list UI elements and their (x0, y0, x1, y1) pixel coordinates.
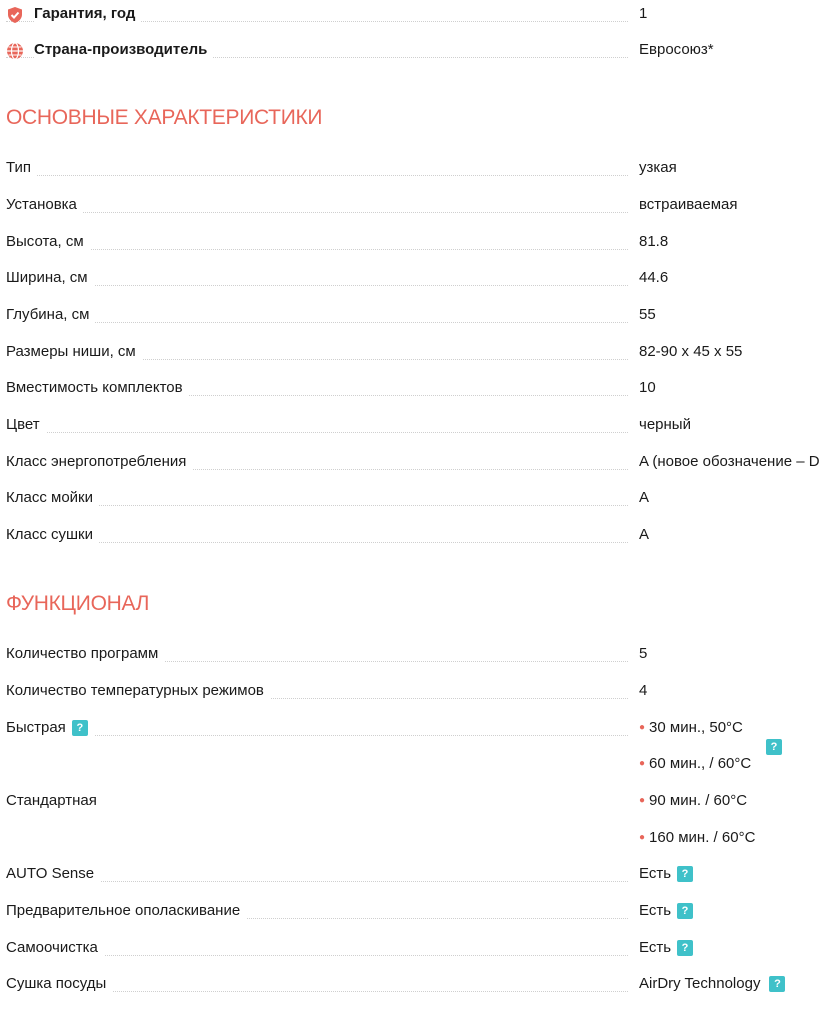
spec-row (0, 268, 832, 288)
spec-value (639, 718, 743, 738)
spec-row (0, 232, 832, 252)
help-icon[interactable]: ? (677, 940, 693, 956)
spec-value-text: Есть (639, 865, 672, 882)
spec-row-fast (0, 718, 832, 738)
spec-row (0, 644, 832, 664)
spec-value: 10 (639, 379, 656, 396)
spec-value: 5 (639, 645, 648, 662)
spec-row-warranty (0, 4, 832, 24)
dotted-leader (6, 542, 628, 543)
spec-value-text: AirDry Technology (639, 975, 761, 992)
spec-label: Ширина, см (6, 268, 94, 288)
spec-label: Установка (6, 195, 83, 215)
spec-label: Глубина, см (6, 305, 95, 325)
spec-value (639, 754, 751, 774)
spec-row (0, 342, 832, 362)
spec-row (0, 525, 832, 545)
help-icon[interactable]: ? (677, 903, 693, 919)
spec-label: Предварительное ополаскивание (6, 901, 246, 921)
dotted-leader (6, 175, 628, 176)
spec-value: встраиваемая (639, 196, 738, 213)
spec-value (639, 974, 785, 994)
spec-value: черный (639, 416, 691, 433)
program-value: 90 мин. / 60°C (649, 792, 748, 809)
bullet-icon: ● (639, 795, 646, 807)
dotted-leader (6, 735, 628, 736)
spec-value: A (639, 526, 650, 543)
spec-row-standard (0, 791, 832, 811)
help-icon[interactable]: ? (766, 739, 782, 755)
shield-check-icon (6, 6, 24, 24)
help-icon[interactable]: ? (677, 866, 693, 882)
spec-label: Количество программ (6, 644, 164, 664)
spec-label: Размеры ниши, см (6, 342, 142, 362)
dotted-leader (6, 505, 628, 506)
spec-value: Евросоюз* (639, 41, 714, 58)
spec-row (0, 452, 832, 472)
bullet-icon: ● (639, 758, 646, 770)
spec-row (0, 305, 832, 325)
spec-value-text: Есть (639, 939, 672, 956)
bullet-icon: ● (639, 722, 646, 734)
spec-value: 55 (639, 306, 656, 323)
spec-label: Класс сушки (6, 525, 99, 545)
spec-row (0, 378, 832, 398)
spec-row (0, 974, 832, 994)
spec-value (639, 938, 693, 958)
spec-label: Класс энергопотребления (6, 452, 192, 472)
spec-row-country (0, 40, 832, 60)
spec-label-text: Быстрая (6, 719, 66, 736)
spec-value: 81.8 (639, 233, 669, 250)
spec-label: Тип (6, 158, 37, 178)
bullet-icon: ● (639, 832, 646, 844)
section-title-func: ФУНКЦИОНАЛ (6, 592, 150, 615)
spec-row (0, 415, 832, 435)
section-title-main: ОСНОВНЫЕ ХАРАКТЕРИСТИКИ (6, 106, 323, 129)
spec-row-fast-2 (0, 741, 832, 774)
spec-label: Сушка посуды (6, 974, 112, 994)
spec-value: A (639, 489, 650, 506)
spec-value (639, 864, 693, 884)
spec-row-standard-2 (0, 828, 832, 848)
spec-label: Вместимость комплектов (6, 378, 189, 398)
spec-row (0, 158, 832, 178)
spec-value: 44.6 (639, 269, 669, 286)
spec-label: Гарантия, год (34, 4, 141, 24)
spec-label: Стандартная (6, 791, 103, 811)
program-value: 30 мин., 50°C (649, 719, 743, 736)
spec-label: Самоочистка (6, 938, 104, 958)
spec-label: Класс мойки (6, 488, 99, 508)
spec-value (639, 828, 755, 848)
spec-value: 4 (639, 682, 648, 699)
spec-label: Цвет (6, 415, 46, 435)
globe-icon (6, 42, 24, 60)
spec-value: A (новое обозначение – D (639, 453, 820, 470)
dotted-leader (6, 322, 628, 323)
spec-row (0, 938, 832, 958)
spec-value: узкая (639, 159, 677, 176)
spec-value: 82-90 х 45 х 55 (639, 343, 743, 360)
spec-label: AUTO Sense (6, 864, 100, 884)
program-value: 160 мин. / 60°C (649, 829, 756, 846)
spec-value: 1 (639, 5, 648, 22)
help-icon[interactable]: ? (769, 976, 785, 992)
dotted-leader (6, 432, 628, 433)
spec-label (6, 718, 94, 738)
program-value: 60 мин., / 60°C (649, 755, 752, 772)
spec-row (0, 864, 832, 884)
spec-label: Страна-производитель (34, 40, 213, 60)
spec-row (0, 195, 832, 215)
spec-value-text: Есть (639, 902, 672, 919)
spec-label: Количество температурных режимов (6, 681, 270, 701)
spec-row (0, 681, 832, 701)
spec-row (0, 901, 832, 921)
dotted-leader (6, 212, 628, 213)
spec-value (639, 791, 747, 811)
dotted-leader (6, 249, 628, 250)
dotted-leader (6, 285, 628, 286)
help-icon[interactable]: ? (72, 720, 88, 736)
spec-row (0, 488, 832, 508)
spec-value (639, 901, 693, 921)
spec-label: Высота, см (6, 232, 90, 252)
